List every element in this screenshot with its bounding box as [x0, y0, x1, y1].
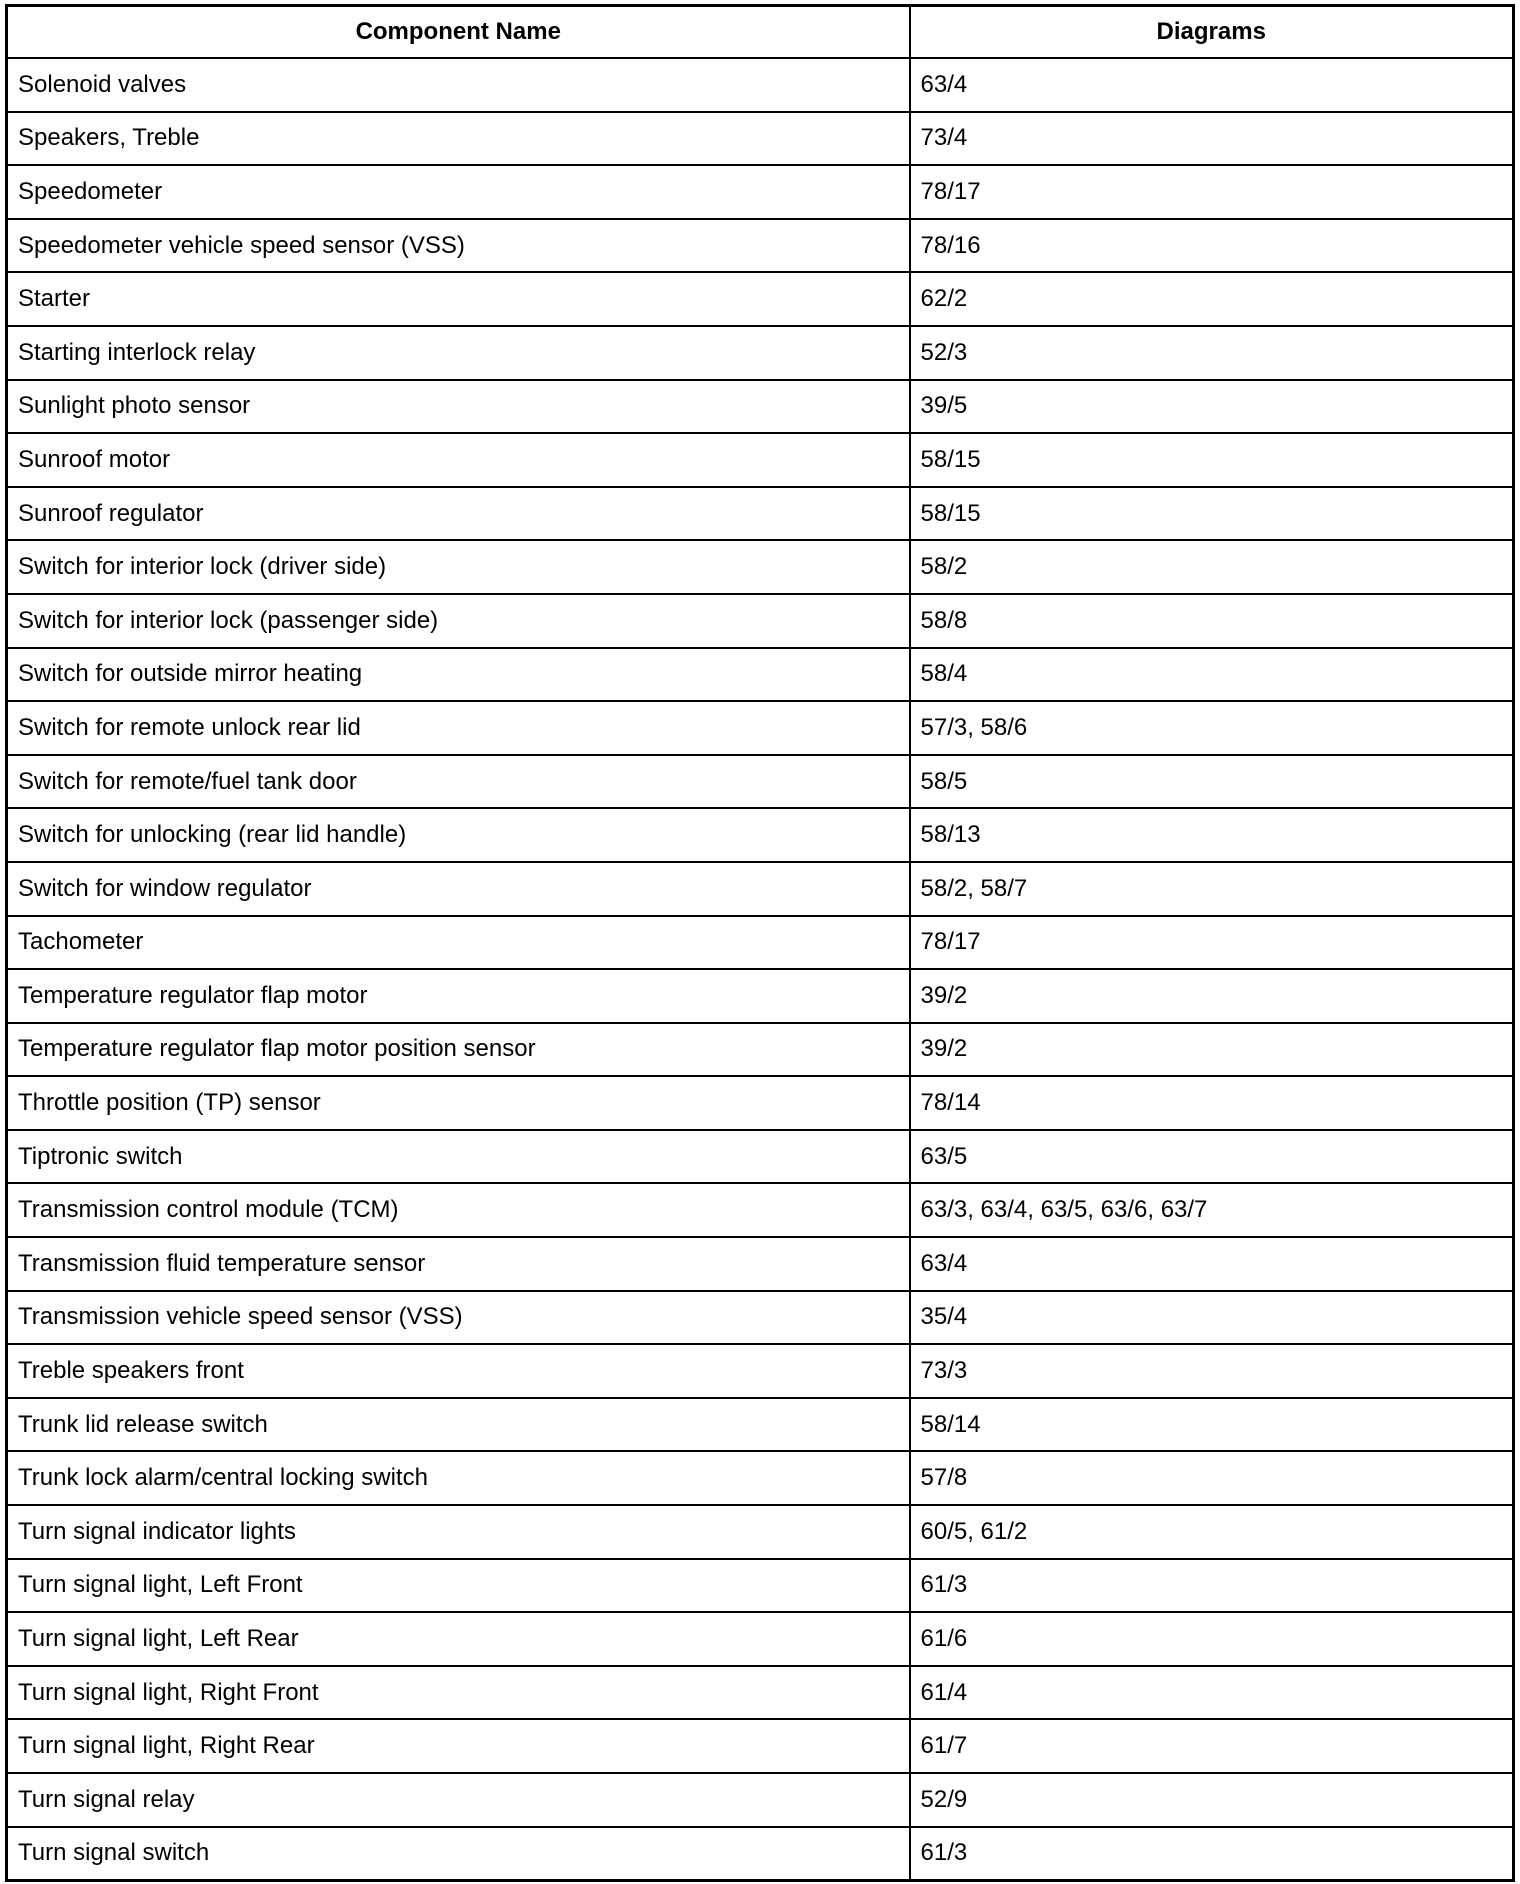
- component-name-cell: Switch for unlocking (rear lid handle): [7, 808, 910, 862]
- diagrams-cell: 63/4: [910, 1237, 1514, 1291]
- diagrams-cell: 63/4: [910, 58, 1514, 112]
- component-name-cell: Turn signal light, Left Front: [7, 1559, 910, 1613]
- diagrams-cell: 63/5: [910, 1130, 1514, 1184]
- diagrams-cell: 73/3: [910, 1344, 1514, 1398]
- diagrams-cell: 39/5: [910, 380, 1514, 434]
- component-name-cell: Starting interlock relay: [7, 326, 910, 380]
- diagrams-cell: 61/7: [910, 1719, 1514, 1773]
- diagrams-cell: 78/17: [910, 165, 1514, 219]
- document-page: [5, 4, 1512, 1880]
- table-row: [7, 433, 1514, 487]
- table-row: [7, 1023, 1514, 1077]
- component-name-cell: Transmission vehicle speed sensor (VSS): [7, 1291, 910, 1345]
- diagrams-cell: 58/8: [910, 594, 1514, 648]
- table-row: [7, 58, 1514, 112]
- diagrams-cell: 61/3: [910, 1559, 1514, 1613]
- table-row: [7, 1076, 1514, 1130]
- table-row: [7, 165, 1514, 219]
- table-header-row: [7, 6, 1514, 59]
- diagrams-cell: 58/2, 58/7: [910, 862, 1514, 916]
- component-name-cell: Starter: [7, 272, 910, 326]
- component-name-cell: Sunroof motor: [7, 433, 910, 487]
- table-row: [7, 1291, 1514, 1345]
- table-row: [7, 969, 1514, 1023]
- component-name-cell: Temperature regulator flap motor: [7, 969, 910, 1023]
- diagrams-cell: 39/2: [910, 1023, 1514, 1077]
- component-name-cell: Trunk lock alarm/central locking switch: [7, 1451, 910, 1505]
- component-name-cell: Treble speakers front: [7, 1344, 910, 1398]
- table-row: [7, 916, 1514, 970]
- component-name-cell: Throttle position (TP) sensor: [7, 1076, 910, 1130]
- diagrams-cell: 73/4: [910, 112, 1514, 166]
- diagrams-cell: 52/9: [910, 1773, 1514, 1827]
- table-row: [7, 540, 1514, 594]
- table-row: [7, 487, 1514, 541]
- header-diagrams: Diagrams: [910, 6, 1514, 59]
- component-name-cell: Sunlight photo sensor: [7, 380, 910, 434]
- diagrams-cell: 62/2: [910, 272, 1514, 326]
- diagrams-cell: 52/3: [910, 326, 1514, 380]
- table-row: [7, 594, 1514, 648]
- diagrams-cell: 39/2: [910, 969, 1514, 1023]
- component-name-cell: Turn signal light, Right Front: [7, 1666, 910, 1720]
- diagrams-cell: 61/3: [910, 1827, 1514, 1881]
- component-name-cell: Solenoid valves: [7, 58, 910, 112]
- component-name-cell: Switch for window regulator: [7, 862, 910, 916]
- diagrams-cell: 61/4: [910, 1666, 1514, 1720]
- diagrams-cell: 57/3, 58/6: [910, 701, 1514, 755]
- component-name-cell: Temperature regulator flap motor position sensor: [7, 1023, 910, 1077]
- component-name-cell: Trunk lid release switch: [7, 1398, 910, 1452]
- diagrams-cell: 60/5, 61/2: [910, 1505, 1514, 1559]
- table-row: [7, 1666, 1514, 1720]
- table-row: [7, 1612, 1514, 1666]
- table-row: [7, 1773, 1514, 1827]
- table-row: [7, 219, 1514, 273]
- table-row: [7, 1559, 1514, 1613]
- component-diagram-table: [5, 4, 1515, 1882]
- component-name-cell: Tiptronic switch: [7, 1130, 910, 1184]
- table-row: [7, 272, 1514, 326]
- component-name-cell: Switch for interior lock (driver side): [7, 540, 910, 594]
- diagrams-cell: 58/15: [910, 433, 1514, 487]
- table-row: [7, 1237, 1514, 1291]
- diagrams-cell: 58/4: [910, 648, 1514, 702]
- table-row: [7, 808, 1514, 862]
- table-row: [7, 112, 1514, 166]
- diagrams-cell: 78/16: [910, 219, 1514, 273]
- table-row: [7, 1344, 1514, 1398]
- diagrams-cell: 63/3, 63/4, 63/5, 63/6, 63/7: [910, 1183, 1514, 1237]
- diagrams-cell: 58/13: [910, 808, 1514, 862]
- diagrams-cell: 61/6: [910, 1612, 1514, 1666]
- table-row: [7, 1827, 1514, 1881]
- table-row: [7, 701, 1514, 755]
- component-name-cell: Switch for remote/fuel tank door: [7, 755, 910, 809]
- table-row: [7, 862, 1514, 916]
- table-row: [7, 755, 1514, 809]
- table-row: [7, 1130, 1514, 1184]
- diagrams-cell: 58/2: [910, 540, 1514, 594]
- diagrams-cell: 78/14: [910, 1076, 1514, 1130]
- component-name-cell: Speedometer vehicle speed sensor (VSS): [7, 219, 910, 273]
- table-row: [7, 1183, 1514, 1237]
- component-name-cell: Turn signal switch: [7, 1827, 910, 1881]
- diagrams-cell: 58/5: [910, 755, 1514, 809]
- component-name-cell: Tachometer: [7, 916, 910, 970]
- table-row: [7, 1451, 1514, 1505]
- header-component-name: Component Name: [7, 6, 910, 59]
- diagrams-cell: 58/14: [910, 1398, 1514, 1452]
- table-row: [7, 648, 1514, 702]
- component-name-cell: Turn signal indicator lights: [7, 1505, 910, 1559]
- component-name-cell: Switch for outside mirror heating: [7, 648, 910, 702]
- table-row: [7, 1505, 1514, 1559]
- table-row: [7, 1398, 1514, 1452]
- component-name-cell: Sunroof regulator: [7, 487, 910, 541]
- component-name-cell: Speedometer: [7, 165, 910, 219]
- component-name-cell: Switch for interior lock (passenger side): [7, 594, 910, 648]
- table-row: [7, 380, 1514, 434]
- component-name-cell: Turn signal relay: [7, 1773, 910, 1827]
- component-name-cell: Speakers, Treble: [7, 112, 910, 166]
- table-row: [7, 326, 1514, 380]
- component-name-cell: Transmission control module (TCM): [7, 1183, 910, 1237]
- component-name-cell: Turn signal light, Left Rear: [7, 1612, 910, 1666]
- diagrams-cell: 78/17: [910, 916, 1514, 970]
- diagrams-cell: 58/15: [910, 487, 1514, 541]
- diagrams-cell: 35/4: [910, 1291, 1514, 1345]
- diagrams-cell: 57/8: [910, 1451, 1514, 1505]
- component-name-cell: Transmission fluid temperature sensor: [7, 1237, 910, 1291]
- component-name-cell: Switch for remote unlock rear lid: [7, 701, 910, 755]
- component-name-cell: Turn signal light, Right Rear: [7, 1719, 910, 1773]
- table-row: [7, 1719, 1514, 1773]
